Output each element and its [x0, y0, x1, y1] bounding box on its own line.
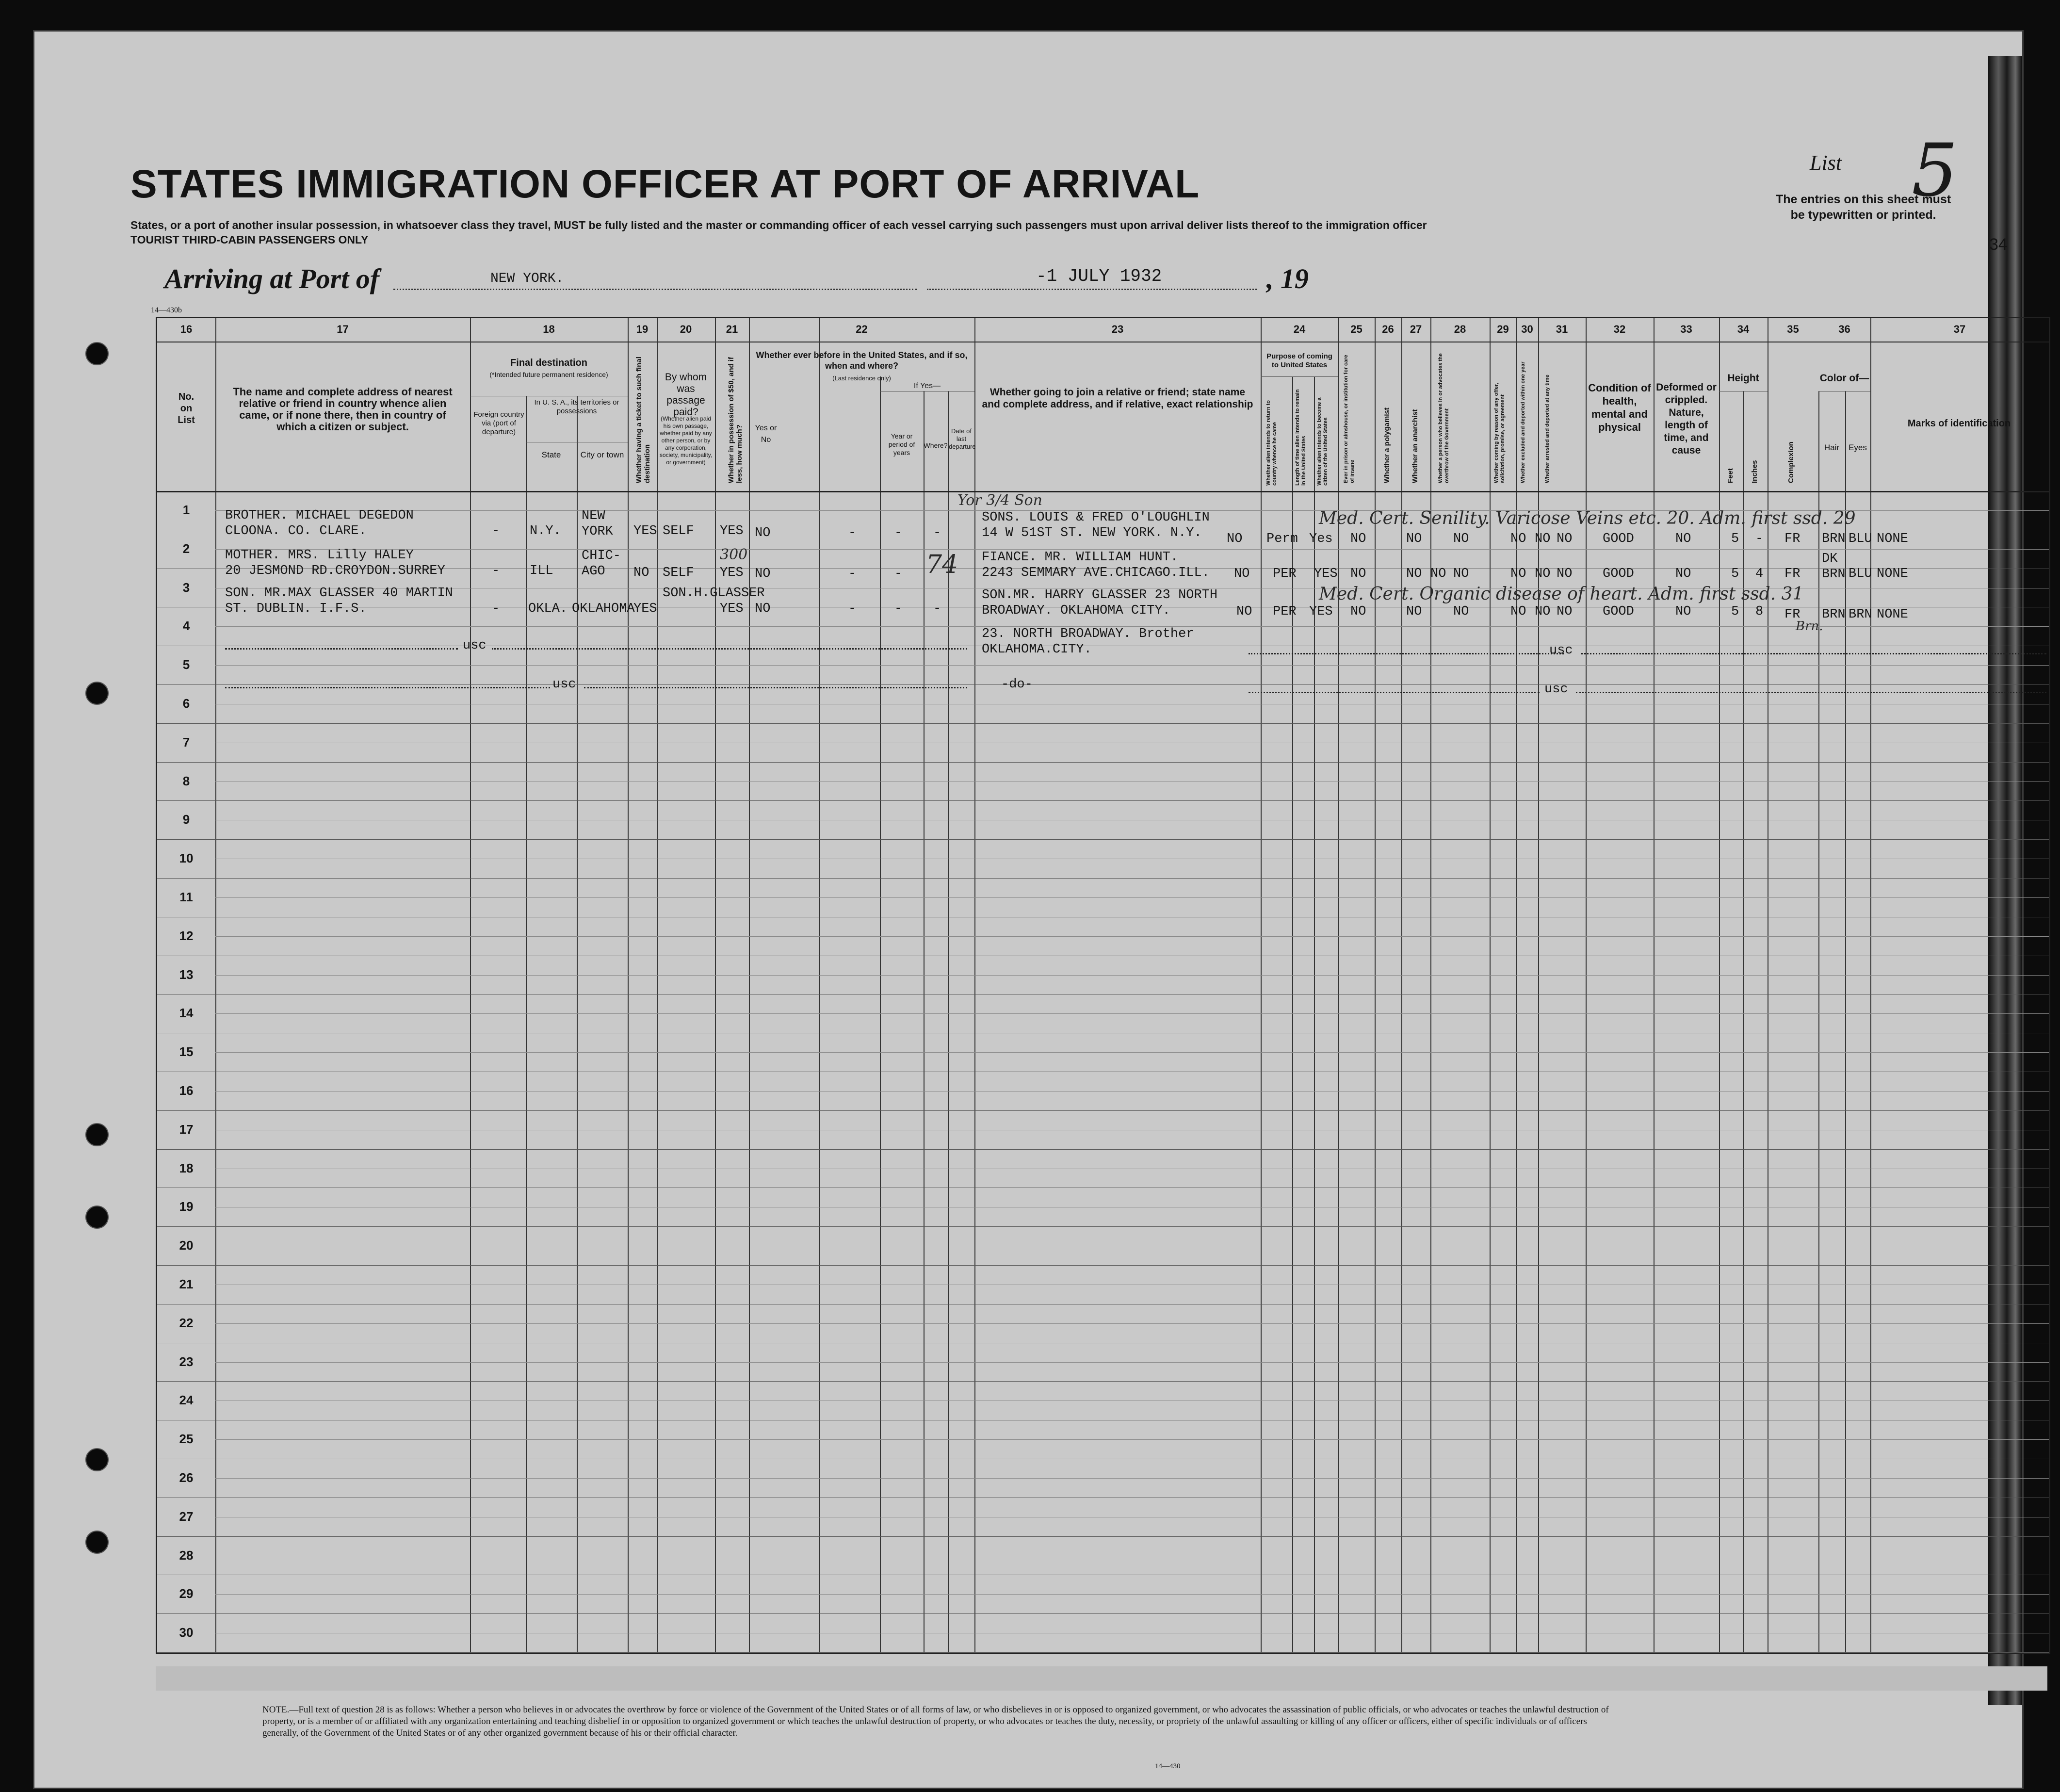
col-number: 27 — [1410, 323, 1422, 335]
row1-join-line1: SONS. LOUIS & FRED O'LOUGHLIN — [982, 510, 1210, 525]
row2-citizen: YES — [1314, 567, 1338, 581]
header-health: Condition of health, mental and physical — [1588, 382, 1651, 433]
row3-deformed: NO — [1675, 604, 1691, 619]
list-number: 5 — [1912, 129, 1958, 213]
row-divider — [157, 1149, 2049, 1150]
row-number: 29 — [179, 1586, 194, 1601]
col-number: 33 — [1680, 323, 1692, 335]
row-number: 19 — [179, 1199, 194, 1214]
row-half-divider — [215, 1013, 2049, 1014]
row-divider — [157, 839, 2049, 840]
date-line — [927, 289, 1257, 290]
row-divider — [157, 1381, 2049, 1382]
binder-hole — [85, 682, 109, 705]
row-divider — [157, 684, 2049, 685]
header-if-yes: If Yes— — [913, 382, 941, 390]
row-half-divider — [215, 897, 2049, 898]
row3-offer: NO — [1510, 604, 1526, 619]
row1-money: YES — [720, 524, 744, 538]
page-title: STATES IMMIGRATION OFFICER AT PORT OF ARRIVAL — [130, 162, 1200, 206]
header-destination-sub: (*Intended future permanent residence) — [489, 371, 608, 378]
binder-hole — [85, 1448, 109, 1471]
header-before-us-sub: (Last residence only) — [832, 375, 891, 382]
row2-overthrow: NO — [1453, 567, 1469, 581]
row3-feet: 5 — [1731, 604, 1739, 619]
page-subtitle — [130, 218, 1427, 247]
list-label: List — [1810, 151, 1842, 175]
row1-state: N.Y. — [530, 524, 561, 538]
row1-join-line2: 14 W 51ST ST. NEW YORK. N.Y. — [982, 526, 1202, 540]
row2-paid-by: SELF — [663, 566, 694, 580]
header-paid-by: By whom was passage paid? — [665, 372, 707, 418]
row5-dots-left — [225, 687, 550, 688]
row3-polygamist: NO — [1406, 604, 1422, 619]
col-number: 24 — [1293, 323, 1306, 335]
row1-health: GOOD — [1603, 532, 1634, 546]
port-value: NEW YORK. — [490, 271, 564, 286]
row1-deformed: NO — [1675, 532, 1691, 546]
row3-paid-by: SON.H.GLASSER — [663, 586, 765, 601]
row2-anarchist: NO — [1430, 567, 1446, 581]
row-divider — [157, 1652, 2049, 1653]
col-number: 20 — [680, 323, 692, 335]
row2-inches: 4 — [1755, 567, 1764, 581]
row2-return: NO — [1234, 567, 1250, 581]
row2-prison: NO — [1350, 567, 1366, 581]
row-divider — [157, 1613, 2049, 1614]
row2-where: - — [894, 567, 903, 581]
header-where: Where? — [924, 441, 948, 449]
row1-inches: - — [1755, 532, 1764, 546]
header-list-no: No. on List — [178, 391, 195, 425]
binder-hole — [85, 1123, 109, 1146]
row-divider — [157, 800, 2049, 801]
binder-hole — [85, 1531, 109, 1554]
row2-deported: NO — [1557, 567, 1573, 581]
row1-return: NO — [1227, 532, 1243, 546]
row-number: 24 — [179, 1393, 194, 1408]
col-number: 18 — [543, 323, 555, 335]
row-number: 17 — [179, 1122, 194, 1137]
row-number: 1 — [182, 502, 190, 517]
header-destination: Final destination — [510, 358, 587, 368]
header-prison: Ever in prison or almshouse, or institution for care of insane — [1343, 355, 1355, 483]
row2-money-note: 300 — [720, 546, 748, 563]
row2-join-line2: 2243 SEMMARY AVE.CHICAGO.ILL. — [982, 566, 1210, 580]
row3-foreign: - — [492, 602, 500, 616]
col-number: 31 — [1556, 323, 1568, 335]
row-number: 6 — [182, 696, 190, 711]
manifest-sheet — [33, 30, 2024, 1789]
header-deformed: Deformed or crippled. Nature, length of time, and cause — [1656, 382, 1717, 456]
row1-complexion: FR — [1784, 532, 1800, 546]
row2-length: PER — [1273, 567, 1297, 581]
row5-usc-right: usc — [1544, 682, 1568, 697]
row-number: 15 — [179, 1044, 194, 1059]
row-half-divider — [215, 1052, 2049, 1053]
row3-health: GOOD — [1603, 604, 1634, 619]
row3-marks: NONE — [1877, 607, 1908, 622]
header-length: Length of time alien intends to remain in the United States — [1295, 389, 1307, 486]
row3-handwritten-annotation: Med. Cert. Organic disease of heart. Adm. first ssd. 31 — [1319, 584, 1804, 604]
row2-city: CHIC- AGO — [582, 549, 621, 579]
row-number: 9 — [182, 812, 190, 827]
row4-join-line1: 23. NORTH BROADWAY. Brother — [982, 627, 1194, 641]
row-divider — [157, 1226, 2049, 1227]
row3-hair: BRN — [1822, 607, 1846, 622]
row2-foreign: - — [492, 564, 500, 578]
col-number: 25 — [1350, 323, 1363, 335]
row-half-divider — [215, 936, 2049, 937]
row1-join-note: Yor 3/4 Son — [957, 492, 1042, 509]
row2-complexion: FR — [1784, 567, 1800, 581]
header-eyes: Eyes — [1849, 443, 1867, 452]
year-prefix: , 19 — [1266, 263, 1309, 294]
row2-year: - — [848, 567, 857, 581]
row3-citizen: YES — [1309, 604, 1333, 619]
header-color: Color of— — [1819, 373, 1869, 384]
row4-dots-right — [1249, 653, 1564, 654]
row3-hair-note: Brn. — [1796, 619, 1823, 634]
row-number: 4 — [182, 619, 190, 634]
col-number: 32 — [1613, 323, 1626, 335]
row-number: 10 — [179, 851, 194, 866]
header-usa: In U. S. A., its territories or possessions — [534, 398, 619, 415]
row5-usc-left: usc — [552, 677, 576, 692]
row3-join-line2: BROADWAY. OKLAHOMA CITY. — [982, 603, 1170, 618]
row1-deported: NO — [1557, 532, 1573, 546]
row3-join-line1: SON.MR. HARRY GLASSER 23 NORTH — [982, 588, 1218, 603]
header-hair: Hair — [1824, 443, 1840, 452]
row3-complexion: FR — [1784, 607, 1800, 622]
row3-city: OKLAHOMA — [572, 602, 635, 616]
row-number: 23 — [179, 1354, 194, 1369]
row1-relative-line1: BROTHER. MICHAEL DEGEDON — [225, 508, 414, 523]
col-number: 22 — [856, 323, 868, 335]
row-half-divider — [215, 1323, 2049, 1324]
row3-departure: - — [933, 602, 941, 616]
row-divider — [157, 723, 2049, 724]
row-number: 5 — [182, 657, 190, 672]
row1-length: Perm — [1266, 532, 1298, 546]
row5-dots-end — [1576, 692, 2046, 693]
row-number: 2 — [182, 541, 190, 556]
row1-excluded: NO — [1535, 532, 1551, 546]
row3-length: PER — [1273, 604, 1297, 619]
row2-relative-line1: MOTHER. MRS. Lilly HALEY — [225, 548, 414, 563]
form-id: 14—430b — [151, 306, 182, 314]
row-number: 12 — [179, 928, 194, 943]
header-before-us: Whether ever before in the United States, and if so, when and where? — [756, 350, 968, 371]
row2-eyes: BLU — [1849, 567, 1872, 581]
col-number: 16 — [180, 323, 193, 335]
header-yes-no: Yes or No — [755, 424, 777, 444]
manifest-table — [156, 317, 2050, 1654]
row-half-divider — [215, 975, 2049, 976]
header-money: Whether in possession of $50, and if less, how much? — [727, 357, 744, 483]
row-number: 27 — [179, 1509, 194, 1524]
row-divider — [157, 1265, 2049, 1266]
row1-city: NEW YORK — [582, 509, 613, 539]
col-number: 23 — [1111, 323, 1124, 335]
row1-anarchist: NO — [1453, 532, 1469, 546]
header-paid-by-sub: (Whether alien paid his own passage, whether paid by any other person, or by any corporation, society, municipality, or government) — [659, 415, 713, 466]
bottom-fold — [156, 1666, 2047, 1691]
col-number: 19 — [636, 323, 649, 335]
row-number: 8 — [182, 773, 190, 788]
row2-relative-line2: 20 JESMOND RD.CROYDON.SURREY — [225, 564, 445, 578]
row-number: 3 — [182, 580, 190, 595]
row2-state: ILL — [530, 564, 553, 578]
row1-ticket: YES — [633, 524, 657, 538]
row2-offer: NO — [1510, 567, 1526, 581]
row2-feet: 5 — [1731, 567, 1739, 581]
col-number: 34 — [1737, 323, 1750, 335]
row-number: 18 — [179, 1160, 194, 1175]
col-number: 30 — [1521, 323, 1533, 335]
arriving-label: Arriving at Port of — [164, 263, 380, 294]
row-number: 25 — [179, 1432, 194, 1447]
row-divider — [157, 1536, 2049, 1537]
row-divider — [157, 762, 2049, 763]
row2-marks: NONE — [1877, 567, 1908, 581]
header-excluded: Whether excluded and deported within one year — [1520, 361, 1526, 483]
row2-health: GOOD — [1603, 567, 1634, 581]
header-year: Year or period of years — [888, 432, 915, 456]
row1-prison: NO — [1350, 532, 1366, 546]
header-purpose: Purpose of coming to United States — [1266, 352, 1332, 369]
row1-paid-by: SELF — [663, 524, 694, 538]
header-foreign-country: Foreign country via (port of departure) — [473, 410, 524, 436]
header-offer: Whether coming by reason of any offer, solicitation, promise, or agreement — [1493, 383, 1506, 483]
row-number: 28 — [179, 1548, 194, 1563]
row-number: 14 — [179, 1006, 194, 1021]
row4-join-line2: OKLAHOMA.CITY. — [982, 642, 1092, 657]
row2-ticket: NO — [633, 566, 649, 580]
row3-state: OKLA. — [528, 602, 568, 616]
footnote: NOTE.—Full text of question 28 is as follows: Whether a person who believes in or advocates the overthrow by force or violence of the Government of the United States or of all forms of law, or who disbelieves in or is opposed to organized government, or who advocates the assassination of public officials, or who advocates or teaches the unlawful destruction of property, or is a member of or affiliated with any organization entertaining and teaching disbelief in or opposition to organized government or which teaches the unlawful destruction of property, or who advocates or teaches the duty, necessity, or propriety of the unlawful assaulting or killing of any officer or officers, either of specific individuals or of officers generally, of the Government of the United States or of any other organized government because of his or their official character. — [262, 1705, 1609, 1738]
row-number: 26 — [179, 1470, 194, 1485]
subtitle-line-1: States, or a port of another insular possession, in whatsoever class they travel, MUST be fully listed and the master or commanding officer of each vessel carrying such passengers must upon arrival deliver lists thereof to the immigration officer — [130, 219, 1427, 231]
header-deported: Whether arrested and deported at any time — [1544, 375, 1550, 483]
row3-prison: NO — [1350, 604, 1366, 619]
row4-dots-mid — [492, 648, 967, 650]
row3-relative-line1: SON. MR.MAX GLASSER 40 MARTIN — [225, 586, 453, 601]
header-inches: Inches — [1751, 460, 1759, 483]
row4-usc-right: usc — [1549, 643, 1573, 658]
row-half-divider — [215, 1362, 2049, 1363]
row4-usc-left: usc — [463, 638, 487, 653]
row1-hair: BRN — [1822, 532, 1846, 546]
row2-deformed: NO — [1675, 567, 1691, 581]
footer-form-id: 14—430 — [1155, 1762, 1181, 1770]
col-number: 29 — [1497, 323, 1509, 335]
row2-hair: DK BRN — [1822, 552, 1846, 582]
row-half-divider — [215, 549, 2049, 550]
row1-offer: NO — [1510, 532, 1526, 546]
col-number: 36 — [1838, 323, 1850, 335]
row3-ticket: YES — [633, 602, 657, 616]
row3-before: NO — [755, 602, 771, 616]
row1-feet: 5 — [1731, 532, 1739, 546]
row1-foreign: - — [492, 524, 500, 538]
row-divider — [157, 878, 2049, 879]
col-number: 37 — [1953, 323, 1966, 335]
row5-dots-mid — [584, 687, 967, 688]
header-height: Height — [1727, 373, 1759, 384]
row-half-divider — [215, 665, 2049, 666]
row-number: 11 — [179, 889, 193, 904]
row-half-divider — [215, 1594, 2049, 1595]
row1-marks: NONE — [1877, 532, 1908, 546]
row5-join: -do- — [1001, 677, 1033, 692]
row3-year: - — [848, 602, 857, 616]
header-citizen: Whether alien intends to become a citizen of the United States — [1316, 397, 1329, 486]
row4-dots-end — [1581, 653, 2046, 654]
row5-dots-right — [1249, 692, 1540, 693]
row1-year: - — [848, 526, 857, 540]
row1-eyes: BLU — [1849, 532, 1872, 546]
header-return: Whether alien intends to return to country whence he came — [1265, 400, 1278, 486]
header-overthrow: Whether a person who believes in or advocates the overthrow of the Government — [1438, 353, 1450, 483]
row2-polygamist: NO — [1406, 567, 1422, 581]
row1-departure: - — [933, 526, 941, 540]
row1-citizen: Yes — [1309, 532, 1333, 546]
row2-money: YES — [720, 566, 744, 580]
row-number: 20 — [179, 1238, 194, 1253]
port-line — [393, 289, 917, 290]
row3-money: YES — [720, 602, 744, 616]
row1-where: - — [894, 526, 903, 540]
header-feet: Feet — [1726, 468, 1735, 483]
row-number: 21 — [179, 1276, 194, 1291]
binder-hole — [85, 342, 109, 365]
row2-join-note: 74 — [926, 550, 958, 579]
row3-relative-line2: ST. DUBLIN. I.F.S. — [225, 602, 367, 616]
header-city: City or town — [580, 450, 624, 459]
row3-return: NO — [1236, 604, 1252, 619]
row-number: 13 — [179, 967, 194, 982]
row1-handwritten-annotation: Med. Cert. Senility. Varicose Veins etc. 20. Adm. first ssd. 29 — [1319, 508, 1856, 528]
row-number: 16 — [179, 1083, 194, 1098]
row-number: 22 — [179, 1315, 194, 1330]
header-ticket: Whether having a ticket to such final destination — [635, 357, 651, 483]
col-number: 21 — [726, 323, 738, 335]
row1-polygamist: NO — [1406, 532, 1422, 546]
header-departure: Date of last departure — [949, 427, 976, 450]
header-relative: The name and complete address of nearest relative or friend in country whence alien came, or if none there, then in country of which a citizen or subject. — [233, 386, 453, 433]
row-divider — [157, 1110, 2049, 1111]
row1-relative-line2: CLOONA. CO. CLARE. — [225, 524, 367, 538]
header-join: Whether going to join a relative or friend; state name and complete address, and if relative, exact relationship — [982, 387, 1253, 410]
binder-hole — [85, 1206, 109, 1229]
page-number: 34 — [1989, 235, 2008, 254]
row2-join-line1: FIANCE. MR. WILLIAM HUNT. — [982, 550, 1179, 565]
subtitle-line-2: TOURIST THIRD-CABIN PASSENGERS ONLY — [130, 233, 369, 246]
col-number: 28 — [1454, 323, 1466, 335]
header-complexion: Complexion — [1787, 441, 1795, 483]
header-marks: Marks of identification — [1907, 418, 2011, 429]
date-value: -1 JULY 1932 — [1036, 266, 1162, 286]
row-number: 30 — [179, 1625, 194, 1640]
row-half-divider — [215, 1478, 2049, 1479]
col-number: 26 — [1382, 323, 1394, 335]
header-anarchist: Whether an anarchist — [1411, 409, 1419, 483]
row-number: 7 — [182, 734, 190, 749]
row4-dots-left — [225, 648, 458, 650]
row1-before: NO — [755, 526, 771, 540]
list-note: The entries on this sheet must be typewritten or printed. — [1776, 193, 1951, 222]
row2-excluded: NO — [1535, 567, 1551, 581]
header-polygamist: Whether a polygamist — [1383, 407, 1391, 483]
row3-excluded: NO — [1535, 604, 1551, 619]
col-number: 35 — [1787, 323, 1799, 335]
row2-before: NO — [755, 567, 771, 581]
row3-inches: 8 — [1755, 604, 1764, 619]
row3-deported: NO — [1557, 604, 1573, 619]
row3-where: - — [894, 602, 903, 616]
header-state: State — [541, 450, 561, 459]
row-half-divider — [215, 1439, 2049, 1440]
row3-anarchist: NO — [1453, 604, 1469, 619]
row3-eyes: BRN — [1849, 607, 1872, 622]
col-number: 17 — [337, 323, 349, 335]
